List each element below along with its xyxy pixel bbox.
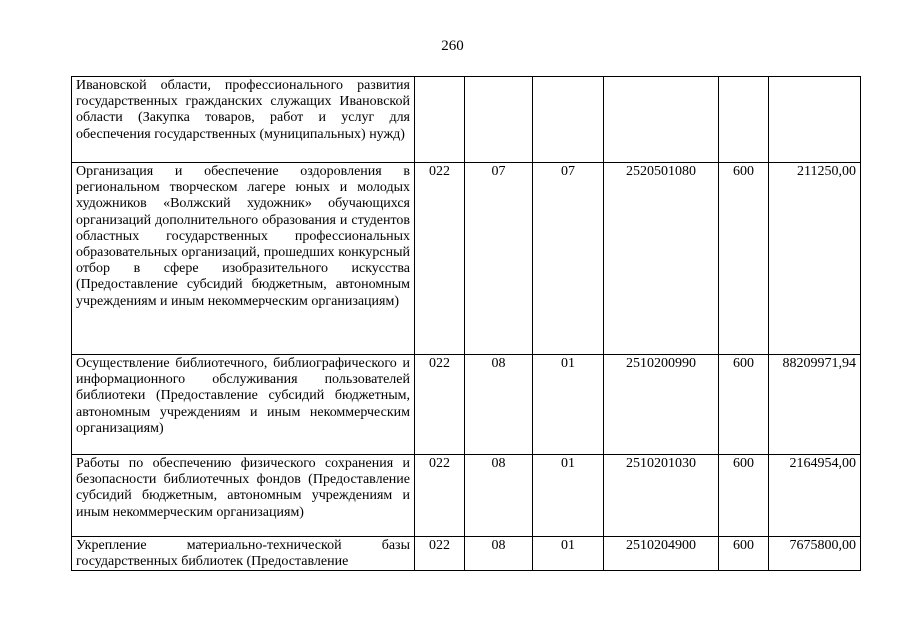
subsection-code: 01 [533,455,604,537]
target-article-code [604,77,719,163]
amount: 88209971,94 [769,355,861,455]
subsection-code: 01 [533,355,604,455]
subsection-code: 07 [533,163,604,355]
ministry-code: 022 [415,355,465,455]
expense-type-code: 600 [719,455,769,537]
ministry-code [415,77,465,163]
ministry-code: 022 [415,163,465,355]
subsection-code [533,77,604,163]
section-code: 08 [465,455,533,537]
table-row [72,455,861,537]
ministry-code: 022 [415,455,465,537]
row-description: Организация и обеспечение оздоровления в региональном творческом лагере юных и молодых художников «Волжский художник» обучающихся организаций дополнительного образования и студентов областных государственных профессиональных образовательных организаций, прошедших конкурсный отбор в сфере изобразительного искусства (Предоставление субсидий бюджетным, автономным учреждениям и иным некоммерческим организациям) [72,163,415,355]
expense-type-code [719,77,769,163]
amount [769,77,861,163]
ministry-code: 022 [415,537,465,571]
target-article-code: 2510200990 [604,355,719,455]
row-description: Укрепление материально-технической базы государственных библиотек (Предоставление [72,537,415,571]
expense-type-code: 600 [719,537,769,571]
amount: 7675800,00 [769,537,861,571]
target-article-code: 2510201030 [604,455,719,537]
subsection-code: 01 [533,537,604,571]
expense-type-code: 600 [719,163,769,355]
section-code: 07 [465,163,533,355]
amount: 211250,00 [769,163,861,355]
section-code: 08 [465,537,533,571]
target-article-code: 2510204900 [604,537,719,571]
row-description: Осуществление библиотечного, библиографического и информационного обслуживания пользователей библиотеки (Предоставление субсидий бюджетным, автономным учреждениям и иным некоммерческим организациям) [72,355,415,455]
page-number: 260 [441,38,464,54]
section-code [465,77,533,163]
section-code: 08 [465,355,533,455]
table-row [72,355,861,455]
table-row [72,77,861,163]
table-row [72,537,861,571]
target-article-code: 2520501080 [604,163,719,355]
row-description: Работы по обеспечению физического сохранения и безопасности библиотечных фондов (Предоставление субсидий бюджетным, автономным учреждениям и иным некоммерческим организациям) [72,455,415,537]
budget-table [71,76,861,571]
table-row [72,163,861,355]
expense-type-code: 600 [719,355,769,455]
amount: 2164954,00 [769,455,861,537]
row-description: Ивановской области, профессионального развития государственных гражданских служащих Ивановской области (Закупка товаров, работ и услуг для обеспечения государственных (муниципальных) нужд) [72,77,415,163]
